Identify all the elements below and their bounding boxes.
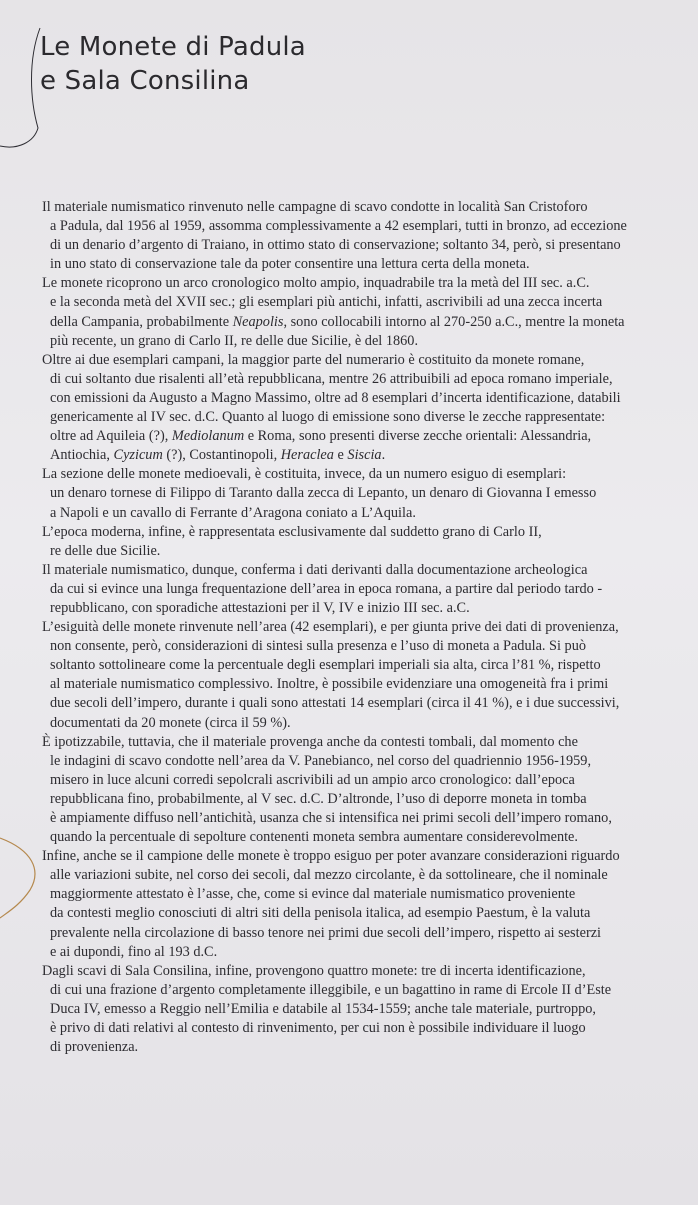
- text-line: oltre ad Aquileia (?), Mediolanum e Roma, sono presenti diverse zecche orientali: Alessandria,: [50, 428, 592, 445]
- panel-body-text: [42, 198, 688, 1057]
- paragraph-7: [42, 618, 688, 733]
- text-line: Il materiale numismatico rinvenuto nelle campagne di scavo condotte in località San Cristoforo: [42, 199, 588, 215]
- text-line: alle variazioni subite, nel corso dei secoli, dal mezzo circolante, è da sottolineare, che il nominale: [50, 867, 608, 884]
- paragraph-2: [42, 274, 688, 350]
- text-line: L’epoca moderna, infine, è rappresentata esclusivamente dal suddetto grano di Carlo II,: [42, 523, 542, 540]
- text-line: Infine, anche se il campione delle monete è troppo esiguo per poter avanzare considerazioni riguardo: [42, 848, 620, 865]
- text-line: in uno stato di conservazione tale da poter consentire una lettura certa della moneta.: [50, 256, 530, 273]
- text-line: e ai dupondi, fino al 193 d.C.: [50, 943, 218, 960]
- text-line: a Napoli e un cavallo di Ferrante d’Aragona coniato a L’Aquila.: [50, 504, 416, 521]
- text-line: prevalente nella circolazione di basso tenore nei primi due secoli dell’impero, rispetto ai sesterzi: [50, 924, 602, 941]
- title-curve-decoration: [0, 28, 40, 147]
- paragraph-6: [42, 561, 688, 618]
- text-line: genericamente al IV sec. d.C. Quanto al luogo di emissione sono diverse le zecche rappresentate:: [50, 409, 606, 426]
- paragraph-4: [42, 465, 688, 522]
- panel-title: [40, 30, 306, 98]
- text-line: repubblicana fino, probabilmente, al V sec. d.C. D’altronde, l’uso di deporre moneta in tomba: [50, 790, 587, 807]
- text-line: di un denario d’argento di Traiano, in ottimo stato di conservazione; soltanto 34, però, si presentano: [50, 237, 621, 254]
- text-line: Antiochia, Cyzicum (?), Costantinopoli, Heraclea e Siscia.: [50, 447, 386, 464]
- text-line: è privo di dati relativi al contesto di rinvenimento, per cui non è possibile individuare il luogo: [50, 1020, 586, 1037]
- text-line: Oltre ai due esemplari campani, la maggior parte del numerario è costituito da monete romane,: [42, 351, 585, 368]
- gold-curve-decoration: [0, 838, 35, 918]
- text-line: al materiale numismatico complessivo. Inoltre, è possibile evidenziare una omogeneità fra i primi: [50, 676, 609, 693]
- text-line: da contesti meglio conosciuti di altri siti della penisola italica, ad esempio Paestum, è la valuta: [50, 905, 591, 922]
- text-line: con emissioni da Augusto a Magno Massimo, oltre ad 8 esemplari d’incerta identificazione, databili: [50, 389, 621, 406]
- text-line: due secoli dell’impero, durante i quali sono attestati 14 esemplari (circa il 41 %), e i due successivi,: [50, 695, 620, 712]
- paragraph-9: [42, 847, 688, 962]
- paragraph-1: [42, 198, 688, 274]
- text-line: e la seconda metà del XVII sec.; gli esemplari più antichi, infatti, ascrivibili ad una zecca incerta: [50, 294, 603, 311]
- text-line: quando la percentuale di sepolture contenenti moneta sembra aumentare considerevolmente.: [50, 829, 578, 846]
- text-line: di provenienza.: [50, 1039, 139, 1056]
- text-line: della Campania, probabilmente Neapolis, sono collocabili intorno al 270-250 a.C., mentre la moneta: [50, 313, 625, 330]
- text-line: soltanto sottolineare come la percentuale degli esemplari imperiali sia alta, circa l’81 %, rispetto: [50, 657, 601, 674]
- text-line: documentati da 20 monete (circa il 59 %).: [50, 714, 291, 731]
- paragraph-5: [42, 523, 688, 561]
- text-line: Duca IV, emesso a Reggio nell’Emilia e databile al 1534-1559; anche tale materiale, purtroppo,: [50, 1000, 597, 1017]
- text-line: di cui una frazione d’argento completamente illeggibile, e un bagattino in rame di Ercole II d’Este: [50, 981, 612, 998]
- text-line: L’esiguità delle monete rinvenute nell’area (42 esemplari), e per giunta prive dei dati di provenienza,: [42, 619, 619, 636]
- paragraph-10: [42, 962, 688, 1057]
- text-line: le indagini di scavo condotte nell’area da V. Panebianco, nel corso del quadriennio 1956-1959,: [50, 752, 592, 769]
- text-line: La sezione delle monete medioevali, è costituita, invece, da un numero esiguo di esemplari:: [42, 466, 567, 483]
- text-line: di cui soltanto due risalenti all’età repubblicana, mentre 26 attribuibili ad epoca romano imperiale,: [50, 370, 613, 387]
- text-line: maggiormente attestato è l’asse, che, come si evince dal materiale numismatico proveniente: [50, 886, 576, 903]
- text-line: Le monete ricoprono un arco cronologico molto ampio, inquadrabile tra la metà del III sec. a.C.: [42, 275, 590, 292]
- text-line: più recente, un grano di Carlo II, re delle due Sicilie, è del 1860.: [50, 332, 419, 349]
- paragraph-3: [42, 351, 688, 466]
- title-line-2: e Sala Consilina: [40, 66, 250, 96]
- text-line: non consente, però, considerazioni di sintesi sulla presenza e l’uso di moneta a Padula. Si può: [50, 638, 587, 655]
- text-line: misero in luce alcuni corredi sepolcrali ascrivibili ad un ampio arco cronologico: dall’epoca: [50, 771, 575, 788]
- text-line: un denaro tornese di Filippo di Taranto dalla zecca di Lepanto, un denaro di Giovanna I emesso: [50, 485, 597, 502]
- text-line: re delle due Sicilie.: [50, 542, 161, 559]
- title-line-1: Le Monete di Padula: [40, 32, 306, 62]
- text-line: È ipotizzabile, tuttavia, che il materiale provenga anche da contesti tombali, dal momento che: [42, 733, 578, 750]
- text-line: a Padula, dal 1956 al 1959, assomma complessivamente a 42 esemplari, tutti in bronzo, ad eccezione: [50, 218, 627, 235]
- text-line: repubblicano, con sporadiche attestazioni per il V, IV e inizio III sec. a.C.: [50, 599, 470, 616]
- text-line: Il materiale numismatico, dunque, conferma i dati derivanti dalla documentazione archeologica: [42, 561, 588, 578]
- text-line: è ampiamente diffuso nell’antichità, usanza che si intensifica nei primi secoli dell’impero romano,: [50, 810, 612, 826]
- text-line: da cui si evince una lunga frequentazione dell’area in epoca romana, a partire dal periodo tardo -: [50, 580, 603, 597]
- paragraph-8: [42, 733, 688, 848]
- text-line: Dagli scavi di Sala Consilina, infine, provengono quattro monete: tre di incerta identificazione,: [42, 962, 586, 979]
